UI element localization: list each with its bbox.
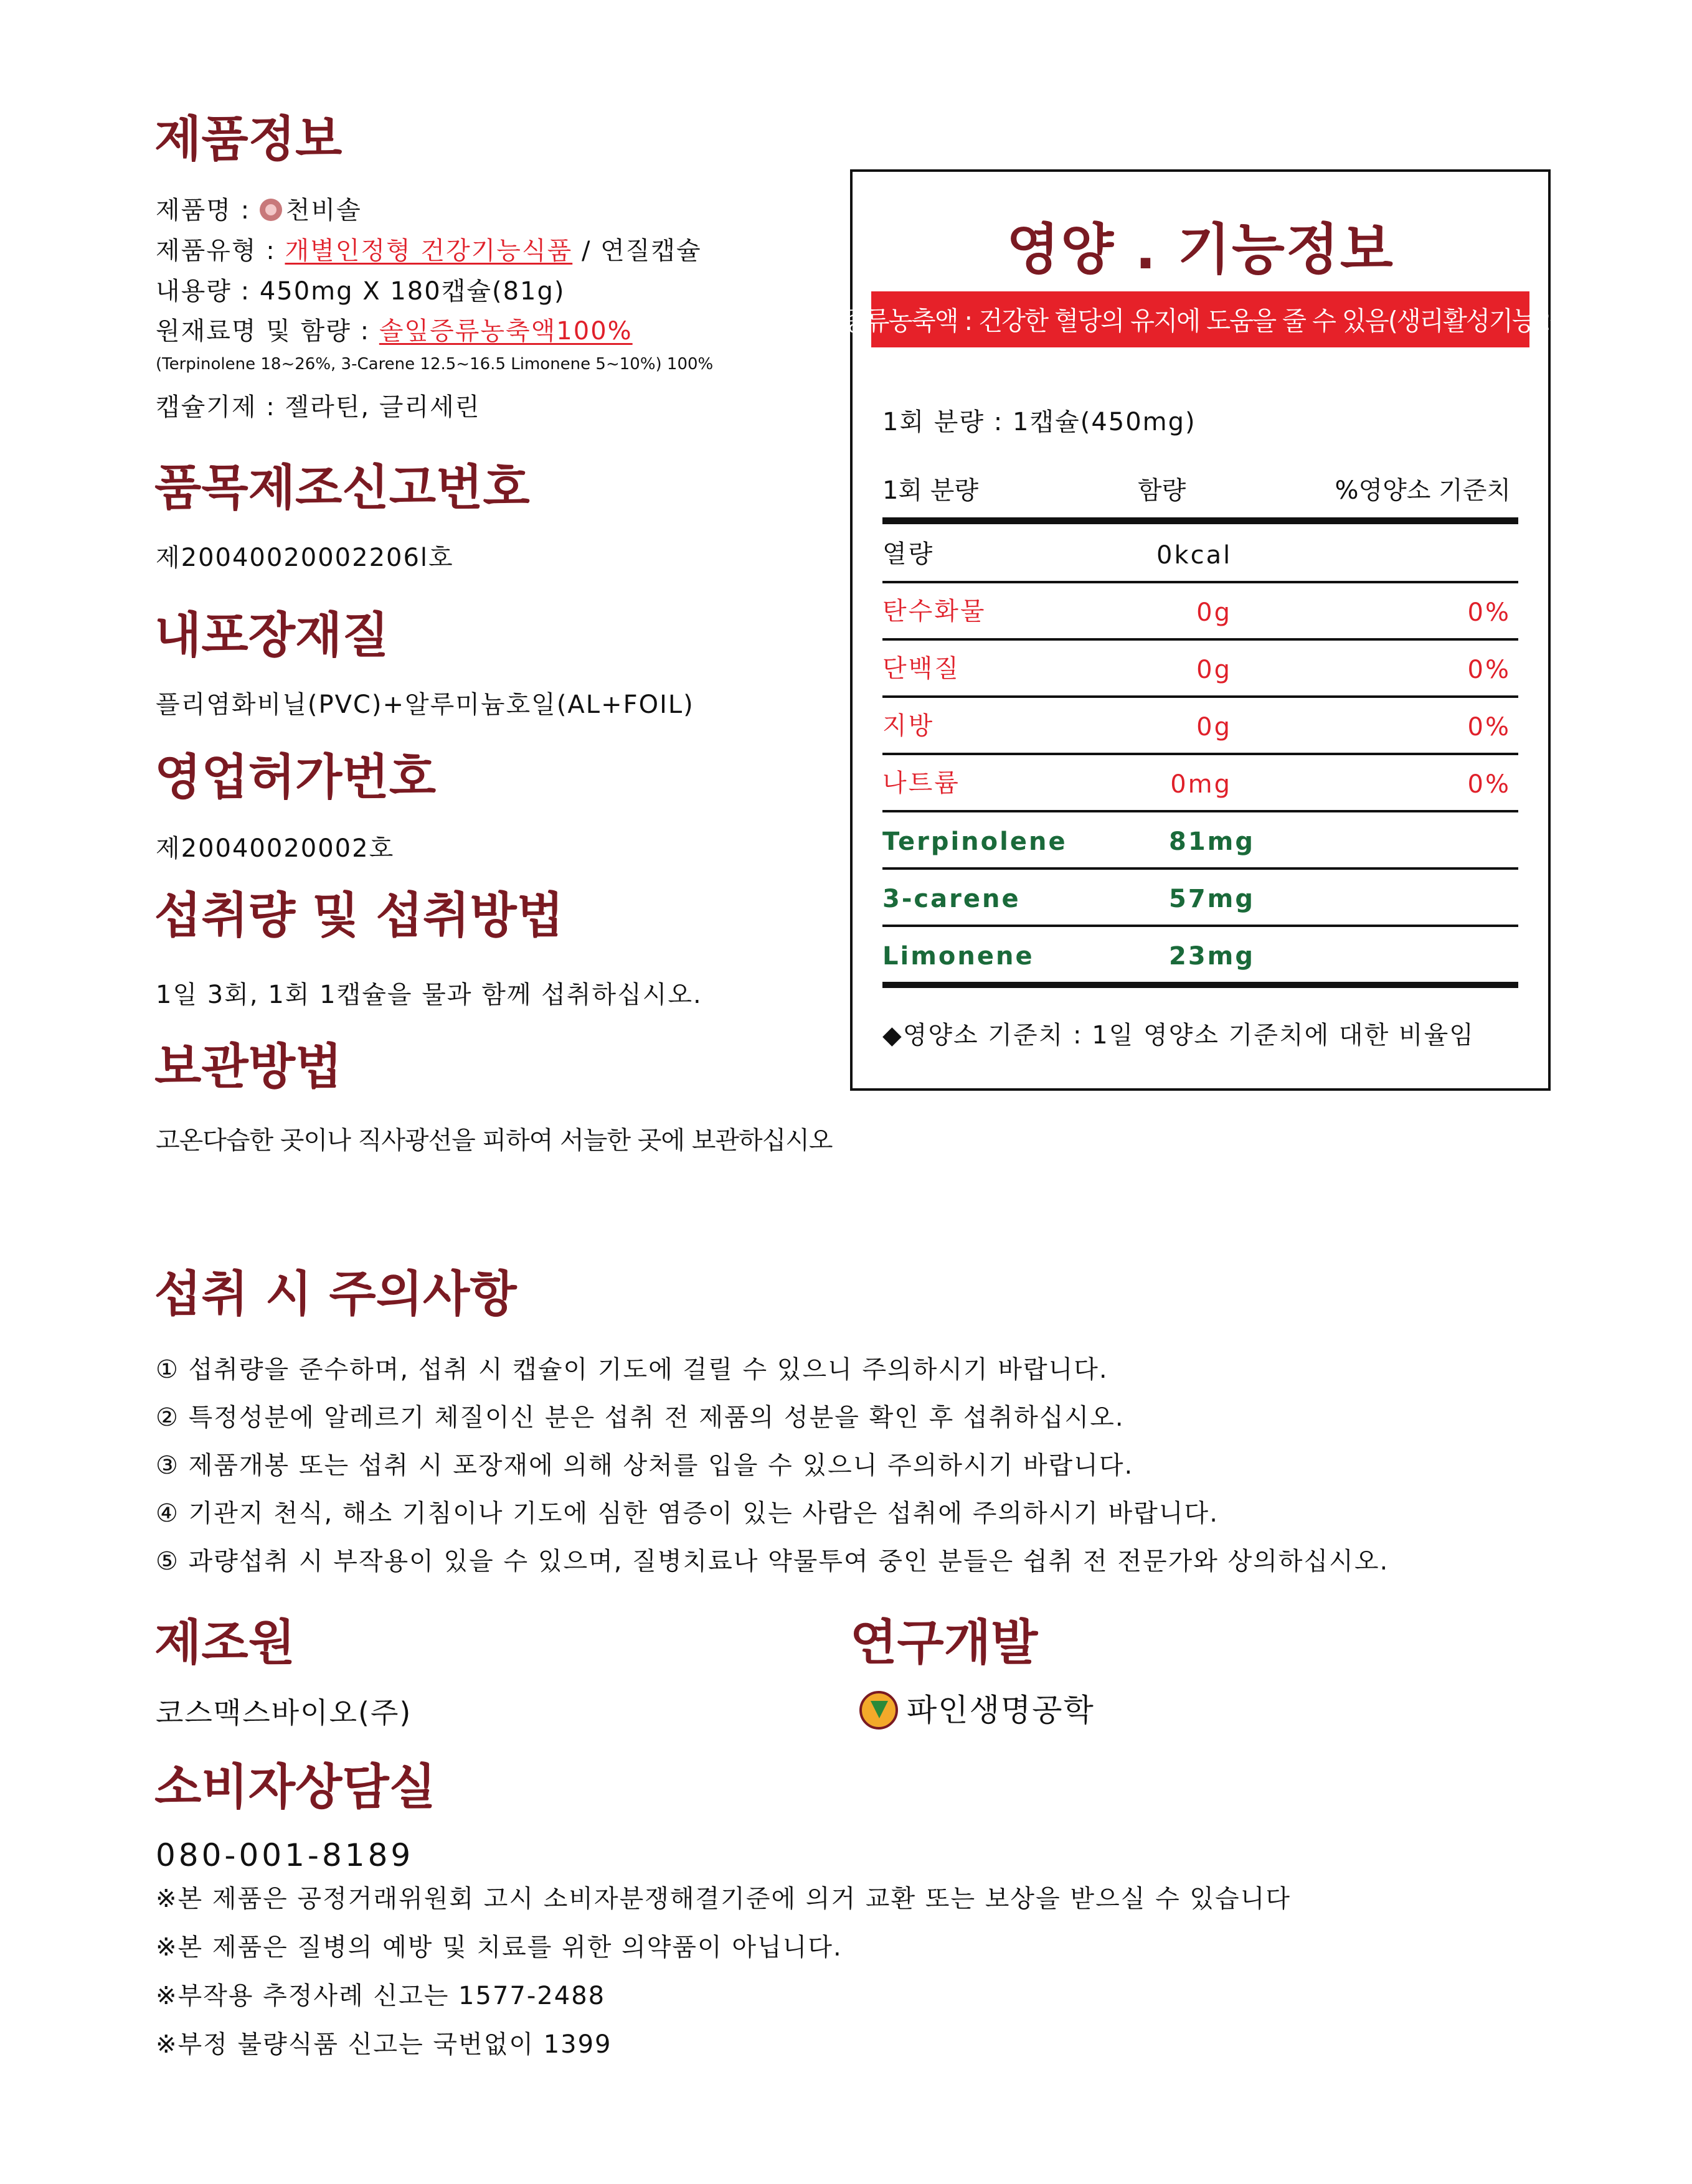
rnd-line	[859, 1691, 1095, 1730]
consumer-note-1: ※본 제품은 공정거래위원회 고시 소비자분쟁해결기준에 의거 교환 또는 보상을 받으실 수 있습니다	[156, 1885, 1291, 1913]
product-name-line	[156, 198, 362, 223]
product-info-heading: 제품정보	[154, 111, 343, 167]
report-number-heading: 품목제조신고번호	[154, 460, 530, 516]
nutrition-row-sodium	[882, 753, 1518, 812]
function-claim-bar	[796, 291, 1605, 347]
row-name: 지방	[882, 712, 935, 740]
rnd-heading: 연구개발	[850, 1615, 1038, 1671]
nutrition-row-terpinolene	[882, 810, 1518, 870]
row-amount: 81mg	[1169, 827, 1255, 856]
caution-item-2: ② 특정성분에 알레르기 체질이신 분은 섭취 전 제품의 성분을 확인 후 섭취하십시오.	[156, 1403, 1125, 1432]
nutrition-row-limonene	[882, 925, 1518, 988]
caution-item-4: ④ 기관지 천식, 해소 기침이나 기도에 심한 염증이 있는 사람은 섭취에 주의하시기 바랍니다.	[156, 1499, 1219, 1528]
serving-size: 1회 분량 : 1캡슐(450mg)	[882, 408, 1196, 436]
consumer-phone: 080-001-8189	[156, 1837, 414, 1873]
row-name: Limonene	[882, 942, 1034, 971]
storage-value: 고온다습한 곳이나 직사광선을 피하여 서늘한 곳에 보관하십시오	[156, 1126, 833, 1155]
intake-heading: 섭취량 및 섭취방법	[154, 888, 564, 944]
nutrition-title: 영양 . 기능정보	[1006, 217, 1394, 281]
row-amount: 23mg	[1169, 942, 1255, 971]
ingredient-value: 솔잎증류농축액100%	[379, 317, 633, 346]
license-value: 제20040020002호	[156, 834, 395, 863]
header-amount: 함량	[1138, 476, 1186, 505]
row-amount: 0kcal	[1156, 541, 1232, 570]
license-heading: 영업허가번호	[154, 750, 437, 806]
consumer-note-4: ※부정 불량식품 신고는 국번없이 1399	[156, 2030, 612, 2059]
row-percent: 0%	[1467, 656, 1511, 684]
nutrition-row-calories	[882, 524, 1518, 583]
report-number-value: 제20040020002206l호	[156, 544, 454, 572]
ingredient-line	[156, 319, 633, 344]
row-name: 나트륨	[882, 769, 960, 798]
nutrition-info-box	[796, 169, 1605, 1091]
nutrition-row-carbs	[882, 581, 1518, 641]
row-name: Terpinolene	[882, 827, 1067, 856]
packaging-value: 플리염화비닐(PVC)+알루미늄호일(AL+FOIL)	[156, 690, 694, 719]
cautions-heading: 섭취 시 주의사항	[154, 1266, 517, 1322]
row-amount: 0g	[1196, 598, 1232, 627]
row-name: 단백질	[882, 654, 960, 683]
product-type-label: 제품유형 :	[156, 237, 285, 265]
nutrition-row-protein	[882, 638, 1518, 698]
row-amount: 57mg	[1169, 885, 1255, 913]
consumer-heading: 소비자상담실	[154, 1759, 437, 1815]
storage-heading: 보관방법	[154, 1039, 343, 1095]
row-percent: 0%	[1467, 770, 1511, 799]
product-type-value: 개별인정형 건강기능식품	[285, 237, 573, 265]
row-name: 탄수화물	[882, 597, 986, 626]
nutrition-footnote: ◆영양소 기준치 : 1일 영양소 기준치에 대한 비율임	[882, 1021, 1475, 1050]
consumer-note-3: ※부작용 추정사례 신고는 1577-2488	[156, 1982, 606, 2010]
function-claim-text: 솔잎증류농축액 : 건강한 혈당의 유지에 도움을 줄 수 있음(생리활성기능2등급)	[796, 306, 1605, 336]
row-amount: 0mg	[1170, 770, 1232, 799]
nutrition-table-header	[882, 476, 1518, 524]
row-name: 3-carene	[882, 885, 1021, 913]
capsule-base: 캡슐기제 : 젤라틴, 글리세린	[156, 393, 481, 421]
ingredient-detail: (Terpinolene 18~26%, 3-Carene 12.5~16.5 Limonene 5~10%) 100%	[156, 355, 714, 374]
pine-logo-icon	[859, 1691, 898, 1730]
row-name: 열량	[882, 540, 935, 568]
header-serving: 1회 분량	[882, 476, 979, 505]
content-amount: 내용량 : 450mg X 180캡슐(81g)	[156, 277, 565, 306]
caution-item-3: ③ 제품개봉 또는 섭취 시 포장재에 의해 상처를 입을 수 있으니 주의하시기 바랍니다.	[156, 1451, 1134, 1480]
row-percent: 0%	[1467, 598, 1511, 627]
row-amount: 0g	[1196, 713, 1232, 741]
manufacturer-value: 코스맥스바이오(주)	[156, 1696, 412, 1730]
caution-item-5: ⑤ 과량섭취 시 부작용이 있을 수 있으며, 질병치료나 약물투여 중인 분들은 쉽취 전 전문가와 상의하십시오.	[156, 1547, 1389, 1576]
packaging-heading: 내포장재질	[154, 608, 389, 664]
nutrition-row-carene	[882, 867, 1518, 927]
caution-item-1: ① 섭취량을 준수하며, 섭취 시 캡슐이 기도에 걸릴 수 있으니 주의하시기 바랍니다.	[156, 1355, 1108, 1384]
header-percent: %영양소 기준치	[1335, 476, 1511, 505]
nutrition-row-fat	[882, 695, 1518, 755]
product-logo-icon	[260, 199, 282, 221]
row-percent: 0%	[1467, 713, 1511, 741]
row-amount: 0g	[1196, 656, 1232, 684]
ingredient-label: 원재료명 및 함량 :	[156, 317, 379, 346]
manufacturer-heading: 제조원	[154, 1615, 296, 1671]
product-name-value: 천비솔	[285, 196, 362, 225]
product-type-rest: / 연질캡슐	[572, 237, 702, 265]
consumer-note-2: ※본 제품은 질병의 예방 및 치료를 위한 의약품이 아닙니다.	[156, 1933, 843, 1962]
product-type-line	[156, 238, 702, 263]
intake-value: 1일 3회, 1회 1캡슐을 물과 함께 섭취하십시오.	[156, 981, 702, 1009]
product-name-label: 제품명 :	[156, 196, 260, 225]
rnd-value: 파인생명공학	[907, 1692, 1095, 1728]
